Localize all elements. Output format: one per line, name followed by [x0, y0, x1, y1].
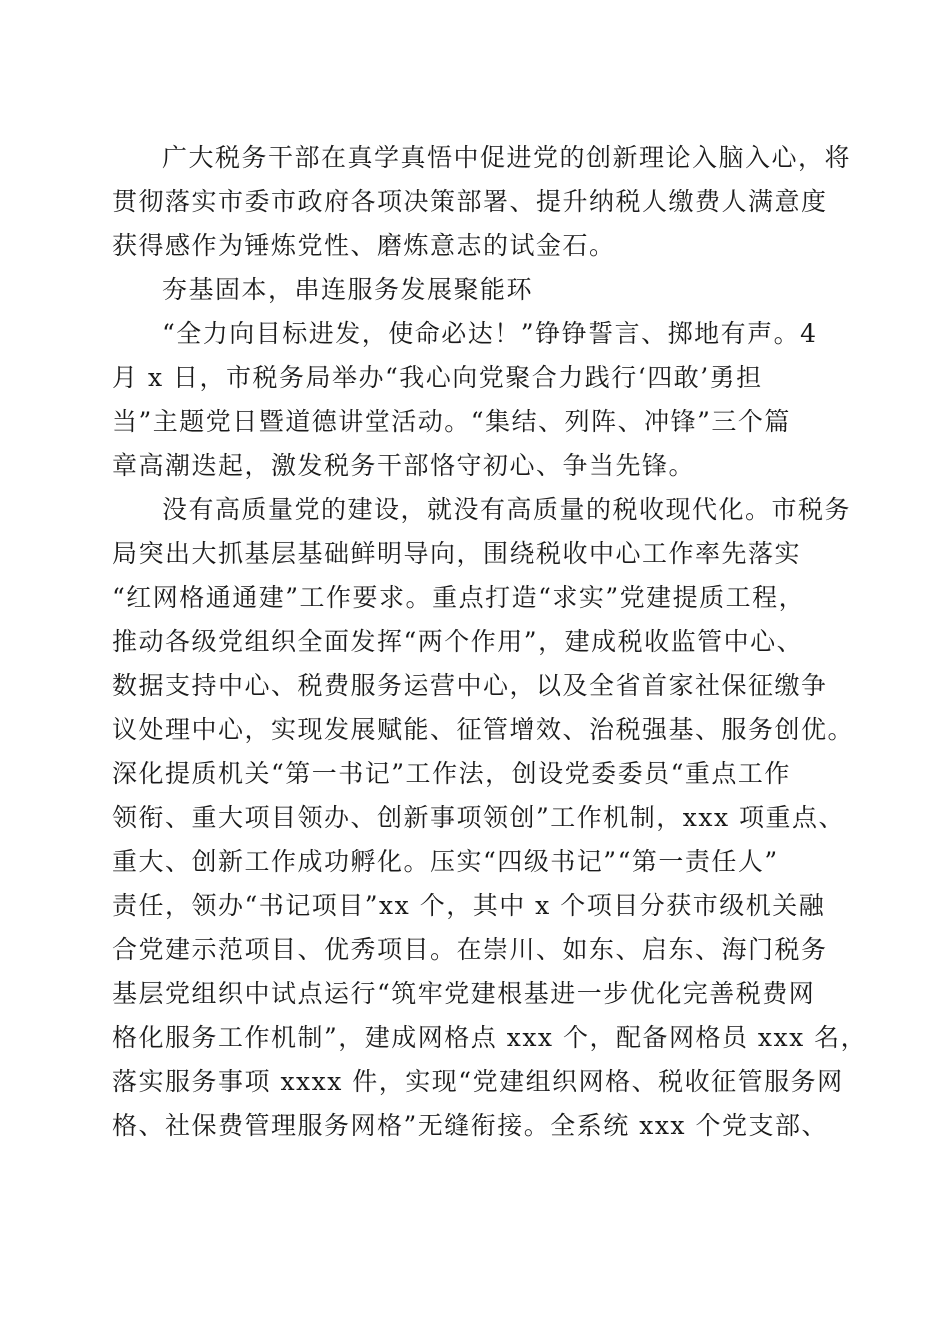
text-line: 重大、创新工作成功孵化。压实“四级书记”“第一责任人”	[112, 847, 779, 876]
text-line: 章高潮迭起，激发税务干部恪守初心、争当先锋。	[112, 451, 696, 480]
text-line: 获得感作为锤炼党性、磨炼意志的试金石。	[112, 231, 616, 260]
text-line: 广大税务干部在真学真悟中促进党的创新理论入脑入心，将	[162, 143, 852, 172]
text-line: 基层党组织中试点运行“筑牢党建根基进一步优化完善税费网	[112, 979, 816, 1008]
text-line: 格、社保费管理服务网格”无缝衔接。全系统 xxx 个党支部、	[112, 1111, 828, 1140]
text-line: 格化服务工作机制”，建成网格点 xxx 个，配备网格员 xxx 名，	[112, 1023, 868, 1052]
text-line: 推动各级党组织全面发挥“两个作用”，建成税收监管中心、	[112, 627, 804, 656]
text-line: 深化提质机关“第一书记”工作法，创设党委委员“重点工作	[112, 759, 791, 788]
text-line: 月 x 日，市税务局举办“我心向党聚合力践行‘四敢’勇担	[112, 363, 763, 392]
text-line: 合党建示范项目、优秀项目。在崇川、如东、启东、海门税务	[112, 935, 828, 964]
text-line: 议处理中心，实现发展赋能、征管增效、治税强基、服务创优。	[112, 715, 855, 744]
text-line: 局突出大抓基层基础鲜明导向，围绕税收中心工作率先落实	[112, 539, 802, 568]
section-heading-text: 夯基固本，串连服务发展聚能环	[162, 275, 534, 304]
text-line: 领衔、重大项目领办、创新事项领创”工作机制，xxx 项重点、	[112, 803, 846, 832]
section-heading	[112, 268, 838, 312]
document-body	[112, 136, 868, 1148]
paragraph-3	[112, 488, 868, 1148]
text-line: “红网格通通建”工作要求。重点打造“求实”党建提质工程，	[112, 583, 806, 612]
text-line: 责任，领办“书记项目”xx 个，其中 x 个项目分获市级机关融	[112, 891, 826, 920]
text-line: 当”主题党日暨道德讲堂活动。“集结、列阵、冲锋”三个篇	[112, 407, 791, 436]
text-line: 没有高质量党的建设，就没有高质量的税收现代化。市税务	[162, 495, 852, 524]
paragraph-1	[112, 136, 852, 268]
text-line: 落实服务事项 xxxx 件，实现“党建组织网格、税收征管服务网	[112, 1067, 844, 1096]
paragraph-2	[112, 312, 838, 488]
text-line: 贯彻落实市委市政府各项决策部署、提升纳税人缴费人满意度	[112, 187, 828, 216]
text-line: 数据支持中心、税费服务运营中心，以及全省首家社保征缴争	[112, 671, 828, 700]
text-line: “全力向目标进发，使命必达！”铮铮誓言、掷地有声。4	[162, 319, 818, 348]
